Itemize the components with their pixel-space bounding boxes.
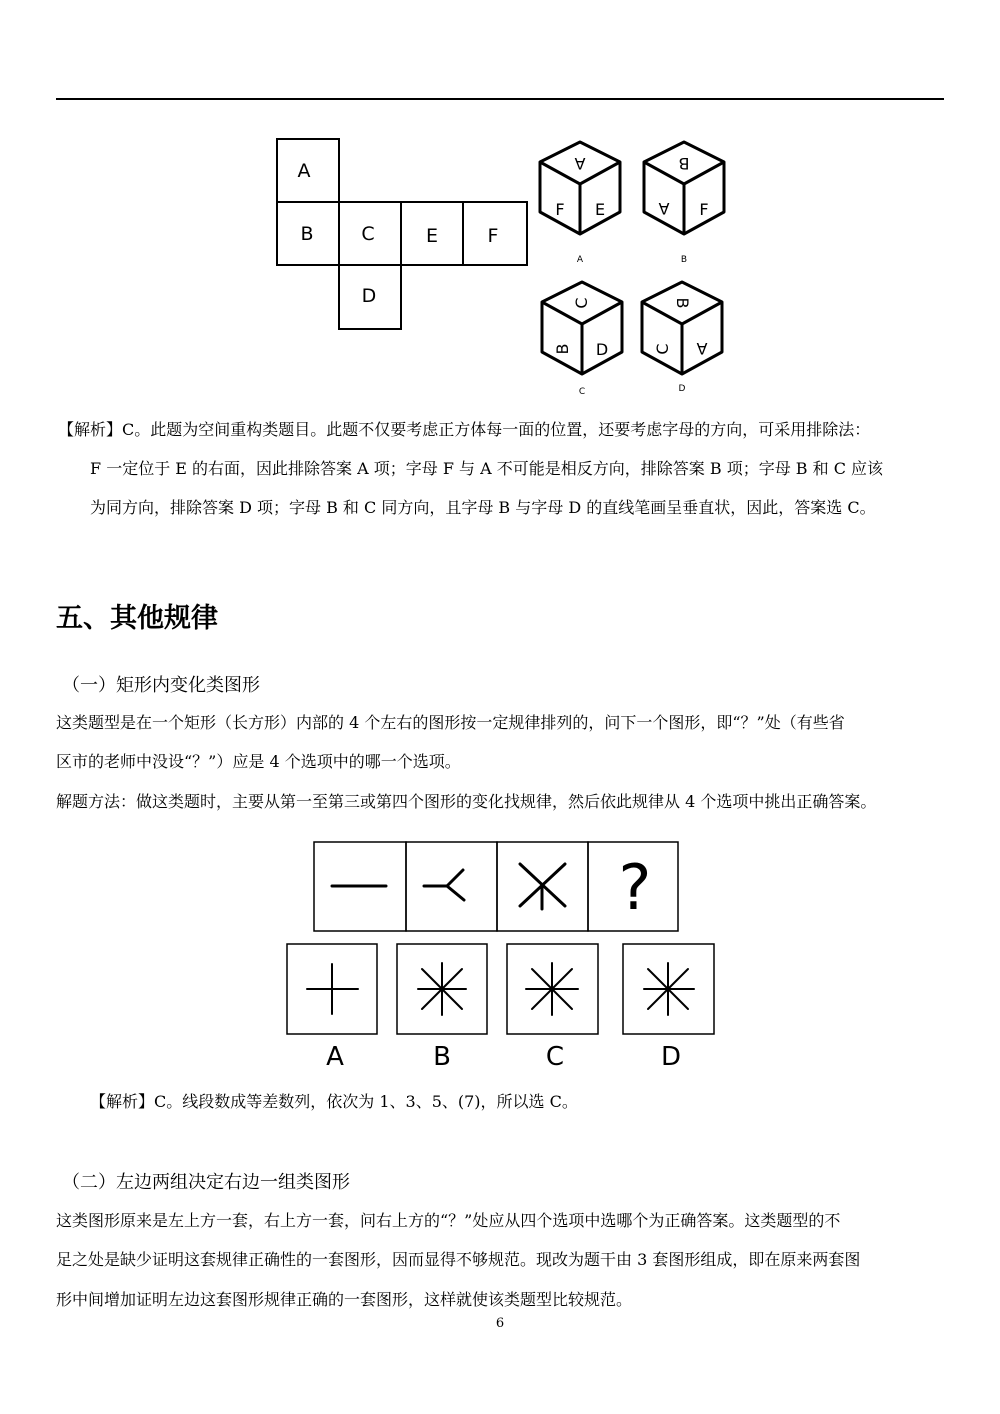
cube-c-label: C	[578, 387, 586, 397]
cube-c-top: C	[572, 297, 591, 309]
page-number: 6	[495, 1316, 505, 1331]
question-mark: ?	[618, 851, 652, 924]
part-2-title: （二）左边两组决定右边一组类图形	[62, 1172, 350, 1193]
analysis-1-line-3: 为同方向，排除答案 D 项；字母 B 和 C 同方向，且字母 B 与字母 D 的直线笔画呈垂直状，因此，答案选 C。	[90, 498, 876, 517]
cube-b-right: F	[699, 200, 709, 219]
cube-option-b	[644, 142, 724, 265]
option-d-label: D	[660, 1042, 682, 1072]
part-1-desc-line-2: 区市的老师中没设“？”）应是 4 个选项中的哪一个选项。	[56, 752, 461, 771]
net-face-d: D	[361, 285, 377, 307]
net-face-f: F	[487, 225, 499, 247]
cube-b-top: B	[678, 154, 690, 173]
option-a-label: A	[326, 1042, 344, 1072]
cube-option-a	[540, 142, 620, 265]
cube-d-right: A	[696, 339, 708, 358]
part-2-line-1: 这类图形原来是左上方一套，右上方一套，问右上方的“？”处应从四个选项中选哪个为正确答案。这类题型的不	[56, 1211, 841, 1230]
option-b-label: B	[433, 1042, 451, 1072]
cube-c-right: D	[595, 340, 609, 359]
option-b-figure	[418, 963, 466, 1015]
cube-puzzle-figure	[270, 130, 740, 400]
analysis-1-line-2: F 一定位于 E 的右面，因此排除答案 A 项；字母 F 与 A 不可能是相反方向，排除答案 B 项；字母 B 和 C 应该	[90, 459, 884, 478]
cube-d-left: C	[653, 343, 672, 355]
section-title: 五、其他规律	[56, 603, 218, 634]
cube-c-left: B	[553, 343, 572, 355]
cube-option-c	[542, 282, 622, 397]
cube-b-left: A	[658, 199, 670, 218]
analysis-1-line-1: 【解析】C。此题为空间重构类题目。此题不仅要考虑正方体每一面的位置，还要考虑字母的方向，可采用排除法：	[58, 420, 871, 439]
cube-a-left: F	[555, 200, 565, 219]
header-rule	[56, 98, 944, 100]
option-d-figure	[644, 963, 694, 1015]
part-1-method: 解题方法：做这类题时，主要从第一至第三或第四个图形的变化找规律，然后依此规律从 4 个选项中挑出正确答案。	[56, 792, 877, 811]
cube-d-top: B	[673, 297, 692, 309]
net-face-b: B	[300, 223, 314, 245]
part-1-title: （一）矩形内变化类图形	[62, 675, 260, 696]
cube-option-d	[642, 282, 722, 394]
part-2-line-3: 形中间增加证明左边这套图形规律正确的一套图形，这样就使该类题型比较规范。	[56, 1290, 633, 1309]
net-face-c: C	[361, 223, 375, 245]
sequence-figure-2	[424, 870, 464, 900]
sequence-figure-3	[520, 864, 565, 909]
option-a-figure	[307, 964, 358, 1014]
analysis-2: 【解析】C。线段数成等差数列，依次为 1、3、5、(7)，所以选 C。	[90, 1092, 578, 1111]
option-c-figure	[526, 963, 578, 1015]
option-c-label: C	[545, 1042, 565, 1072]
part-1-desc-line-1: 这类题型是在一个矩形（长方形）内部的 4 个左右的图形按一定规律排列的，问下一个图形，即“？”处（有些省	[56, 713, 845, 732]
cube-a-label: A	[576, 255, 584, 265]
net-face-a: A	[297, 160, 311, 182]
cube-a-top: A	[574, 154, 586, 173]
net-face-e: E	[425, 225, 439, 247]
cube-a-right: E	[594, 200, 606, 219]
cube-b-label: B	[680, 255, 688, 265]
sequence-puzzle-figure	[280, 836, 740, 1072]
cube-d-label: D	[678, 384, 686, 394]
part-2-line-2: 足之处是缺少证明这套规律正确性的一套图形，因而显得不够规范。现改为题干由 3 套图形组成，即在原来两套图	[56, 1250, 861, 1269]
